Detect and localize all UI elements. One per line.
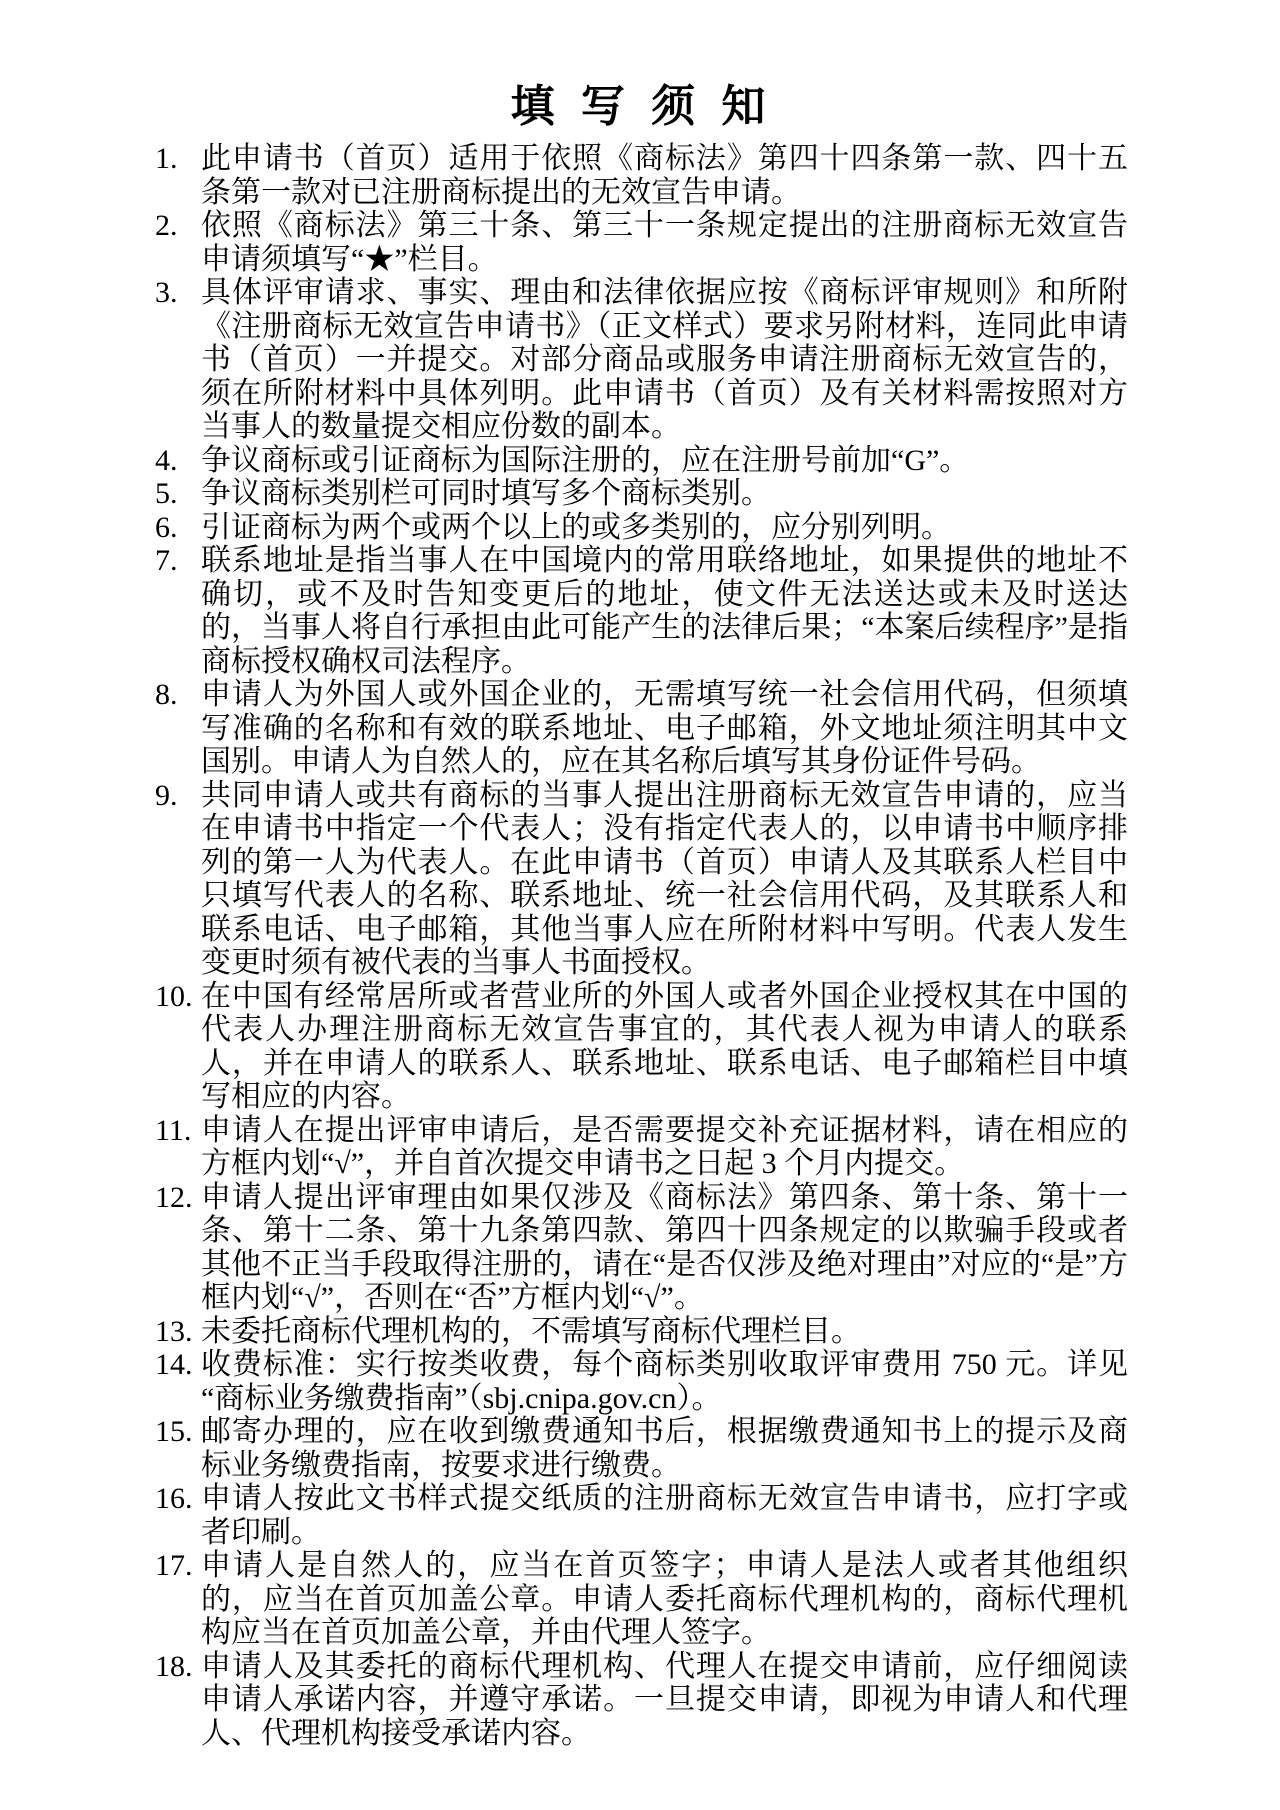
instruction-item bbox=[155, 544, 1128, 678]
item-text: 未委托商标代理机构的，不需填写商标代理栏目。 bbox=[201, 1314, 861, 1348]
instruction-item bbox=[155, 678, 1128, 779]
item-text: 邮寄办理的，应在收到缴费通知书后，根据缴费通知书上的提示及商标业务缴费指南，按要求进行缴费。 bbox=[201, 1415, 1128, 1482]
instruction-item bbox=[155, 477, 1128, 511]
instruction-item bbox=[155, 444, 1128, 478]
instruction-item bbox=[155, 1549, 1128, 1650]
instruction-item bbox=[155, 980, 1128, 1114]
item-text: 在中国有经常居所或者营业所的外国人或者外国企业授权其在中国的代表人办理注册商标无效宣告事宜的，其代表人视为申请人的联系人，并在申请人的联系人、联系地址、联系电话、电子邮箱栏目中填写相应的内容。 bbox=[201, 979, 1128, 1113]
instruction-item bbox=[155, 1315, 1128, 1349]
item-text: 争议商标类别栏可同时填写多个商标类别。 bbox=[201, 477, 771, 510]
page-title: 填 写 须 知 bbox=[510, 82, 773, 131]
item-text: 争议商标或引证商标为国际注册的，应在注册号前加“G”。 bbox=[201, 443, 970, 477]
instructions-list bbox=[155, 142, 1128, 1750]
item-text: 收费标准：实行按类收费，每个商标类别收取评审费用 750 元。详见“商标业务缴费指南”（sbj.cnipa.gov.cn）。 bbox=[201, 1348, 1128, 1415]
item-number: 5. bbox=[155, 477, 178, 510]
instruction-item bbox=[155, 1482, 1128, 1549]
item-text: 申请人及其委托的商标代理机构、代理人在提交申请前，应仔细阅读申请人承诺内容，并遵守承诺。一旦提交申请，即视为申请人和代理人、代理机构接受承诺内容。 bbox=[201, 1649, 1128, 1750]
item-number: 10. bbox=[155, 979, 193, 1013]
item-number: 1. bbox=[155, 142, 178, 175]
item-number: 6. bbox=[155, 510, 178, 544]
item-number: 3. bbox=[155, 276, 178, 309]
item-number: 8. bbox=[155, 678, 178, 711]
instruction-item bbox=[155, 1650, 1128, 1751]
item-text: 申请人为外国人或外国企业的，无需填写统一社会信用代码，但须填写准确的名称和有效的联系地址、电子邮箱，外文地址须注明其中文国别。申请人为自然人的，应在其名称后填写其身份证件号码。 bbox=[201, 678, 1128, 778]
item-number: 2. bbox=[155, 209, 178, 242]
item-text: 此申请书（首页）适用于依照《商标法》第四十四条第一款、四十五条第一款对已注册商标提出的无效宣告申请。 bbox=[201, 142, 1128, 209]
instruction-item bbox=[155, 1348, 1128, 1415]
item-number: 13. bbox=[155, 1314, 193, 1348]
instruction-item bbox=[155, 511, 1128, 545]
instruction-item bbox=[155, 209, 1128, 276]
item-text: 联系地址是指当事人在中国境内的常用联络地址，如果提供的地址不确切，或不及时告知变更后的地址，使文件无法送达或未及时送达的，当事人将自行承担由此可能产生的法律后果；“本案后续程序”是指商标授权确权司法程序。 bbox=[201, 544, 1128, 678]
instruction-item bbox=[155, 779, 1128, 980]
item-number: 14. bbox=[155, 1348, 193, 1381]
item-number: 7. bbox=[155, 544, 178, 577]
instruction-item bbox=[155, 1114, 1128, 1181]
item-text: 申请人在提出评审申请后，是否需要提交补充证据材料，请在相应的方框内划“√”，并自首次提交申请书之日起 3 个月内提交。 bbox=[201, 1113, 1128, 1180]
item-text: 具体评审请求、事实、理由和法律依据应按《商标评审规则》和所附《注册商标无效宣告申请书》（正文样式）要求另附材料，连同此申请书（首页）一并提交。对部分商品或服务申请注册商标无效宣告的，须在所附材料中具体列明。此申请书（首页）及有关材料需按照对方当事人的数量提交相应份数的副本。 bbox=[201, 276, 1128, 443]
item-number: 15. bbox=[155, 1415, 193, 1448]
item-number: 16. bbox=[155, 1482, 193, 1515]
item-text: 申请人是自然人的，应当在首页签字；申请人是法人或者其他组织的，应当在首页加盖公章。申请人委托商标代理机构的，商标代理机构应当在首页加盖公章，并由代理人签字。 bbox=[201, 1549, 1128, 1649]
item-number: 4. bbox=[155, 443, 178, 477]
item-number: 18. bbox=[155, 1649, 193, 1683]
item-text: 申请人按此文书样式提交纸质的注册商标无效宣告申请书，应打字或者印刷。 bbox=[201, 1482, 1128, 1549]
item-number: 11. bbox=[155, 1113, 192, 1147]
item-number: 9. bbox=[155, 778, 178, 812]
instruction-item bbox=[155, 142, 1128, 209]
item-number: 12. bbox=[155, 1180, 193, 1214]
item-text: 依照《商标法》第三十条、第三十一条规定提出的注册商标无效宣告申请须填写“★”栏目。 bbox=[201, 209, 1128, 276]
instruction-item bbox=[155, 276, 1128, 444]
instruction-item bbox=[155, 1415, 1128, 1482]
item-text: 共同申请人或共有商标的当事人提出注册商标无效宣告申请的，应当在申请书中指定一个代表人；没有指定代表人的，以申请书中顺序排列的第一人为代表人。在此申请书（首页）申请人及其联系人栏目中只填写代表人的名称、联系地址、统一社会信用代码，及其联系人和联系电话、电子邮箱，其他当事人应在所附材料中写明。代表人发生变更时须有被代表的当事人书面授权。 bbox=[201, 778, 1128, 979]
item-text: 申请人提出评审理由如果仅涉及《商标法》第四条、第十条、第十一条、第十二条、第十九条第四款、第四十四条规定的以欺骗手段或者其他不正当手段取得注册的，请在“是否仅涉及绝对理由”对应的“是”方框内划“√”，否则在“否”方框内划“√”。 bbox=[201, 1180, 1128, 1314]
item-number: 17. bbox=[155, 1549, 193, 1582]
instruction-item bbox=[155, 1181, 1128, 1315]
item-text: 引证商标为两个或两个以上的或多类别的，应分别列明。 bbox=[201, 510, 951, 544]
